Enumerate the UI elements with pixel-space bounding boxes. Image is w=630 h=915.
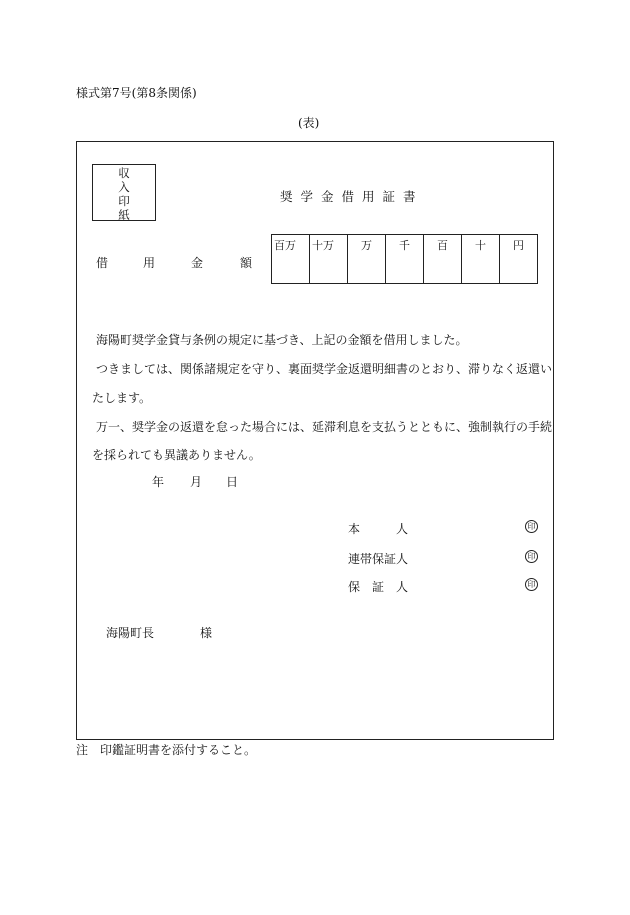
stamp-char: 紙 [118,208,130,222]
signer-guarantor-label: 保 証 人 [348,580,409,594]
body-paragraph-3-line-2: を採られても異議ありません。 [92,448,261,462]
date-day: 日 [226,475,239,489]
amount-label-char: 金 [191,256,204,270]
date-year: 年 [152,475,165,489]
form-number: 様式第7号(第8条関係) [76,86,197,100]
amount-label-char: 借 [96,256,109,270]
addressee-honorific: 様 [200,626,213,640]
document-title: 奨学金借用証書 [280,189,424,204]
stamp-char: 収 [118,166,130,180]
amount-row [272,235,538,284]
body-paragraph-1: 海陽町奨学金貸与条例の規定に基づき、上記の金額を借用しました。 [96,333,468,347]
unit-cell-hyakuman[interactable]: 百万 [272,235,310,284]
date-month: 月 [190,475,203,489]
signer-joint-guarantor-label: 連帯保証人 [348,552,409,566]
body-paragraph-3-line-1: 万一、奨学金の返還を怠った場合には、延滞利息を支払うとともに、強制執行の手続 [96,420,553,434]
side-label: (表) [298,116,320,130]
addressee-name: 海陽町長 [106,626,155,640]
seal-icon: 印 [525,520,538,533]
certificate-frame [76,141,554,740]
unit-cell-juu[interactable]: 十 [462,235,500,284]
revenue-stamp-box [92,164,156,221]
unit-cell-juuman[interactable]: 十万 [310,235,348,284]
body-paragraph-2-line-1: つきましては、関係諸規定を守り、裏面奨学金返還明細書のとおり、滞りなく返還い [96,362,553,376]
signer-principal-label: 本 人 [348,522,409,536]
footnote: 注 印鑑証明書を添付すること。 [76,743,257,757]
unit-cell-man[interactable]: 万 [348,235,386,284]
unit-cell-en[interactable]: 円 [500,235,538,284]
seal-icon: 印 [525,550,538,563]
unit-cell-hyaku[interactable]: 百 [424,235,462,284]
amount-label-char: 額 [240,256,253,270]
unit-cell-sen[interactable]: 千 [386,235,424,284]
amount-label-char: 用 [143,256,156,270]
amount-table [271,234,538,284]
body-paragraph-2-line-2: たします。 [92,391,152,405]
stamp-char: 入 [118,180,130,194]
stamp-char: 印 [118,194,130,208]
seal-icon: 印 [525,578,538,591]
